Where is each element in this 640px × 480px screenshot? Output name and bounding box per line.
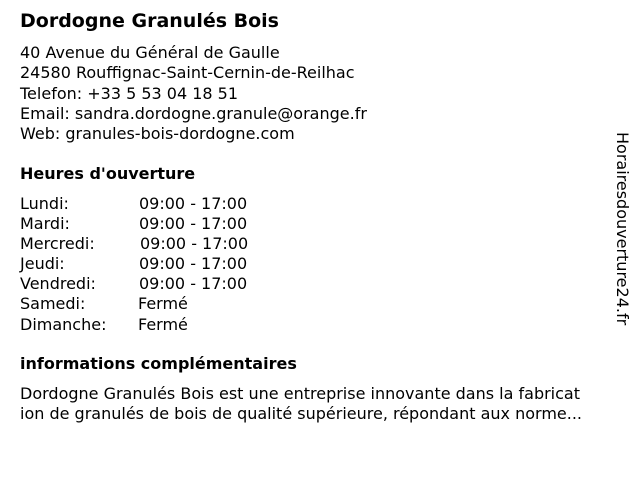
email: Email: sandra.dordogne.granule@orange.fr <box>20 103 367 123</box>
day-hours: 09:00 - 17:00 <box>140 234 249 254</box>
address-street: 40 Avenue du Général de Gaulle <box>20 43 280 62</box>
day-label: Lundi: <box>20 194 69 213</box>
day-hours: 09:00 - 17:00 <box>139 194 248 213</box>
phone: Telefon: +33 5 53 04 18 51 <box>20 83 239 103</box>
day-hours: 09:00 - 17:00 <box>139 214 248 234</box>
address-city: 24580 Rouffignac-Saint-Cernin-de-Reilhac <box>20 63 355 83</box>
day-label: Mercredi: <box>20 234 95 254</box>
additional-info-heading: informations complémentaires <box>20 354 297 373</box>
day-label: Vendredi: <box>20 274 96 294</box>
day-hours: Fermé <box>138 294 188 314</box>
day-label: Mardi: <box>20 214 70 234</box>
opening-hours-heading: Heures d'ouverture <box>20 164 196 183</box>
business-name: Dordogne Granulés Bois <box>20 10 279 32</box>
business-description <box>20 384 634 424</box>
day-label: Samedi: <box>20 294 86 314</box>
day-hours: Fermé <box>138 314 188 334</box>
website: Web: granules-bois-dordogne.com <box>20 124 295 144</box>
site-watermark: Horairesdouverture24.fr <box>613 132 632 326</box>
contact-block <box>20 43 367 144</box>
day-hours: 09:00 - 17:00 <box>139 274 248 294</box>
day-hours: 09:00 - 17:00 <box>139 254 248 274</box>
description-line: Dordogne Granulés Bois est une entreprise innovante dans la fabricat <box>20 384 580 403</box>
description-line: ion de granulés de bois de qualité supérieure, répondant aux norme... <box>20 404 583 423</box>
day-label: Dimanche: <box>20 314 107 334</box>
day-label: Jeudi: <box>20 254 65 274</box>
